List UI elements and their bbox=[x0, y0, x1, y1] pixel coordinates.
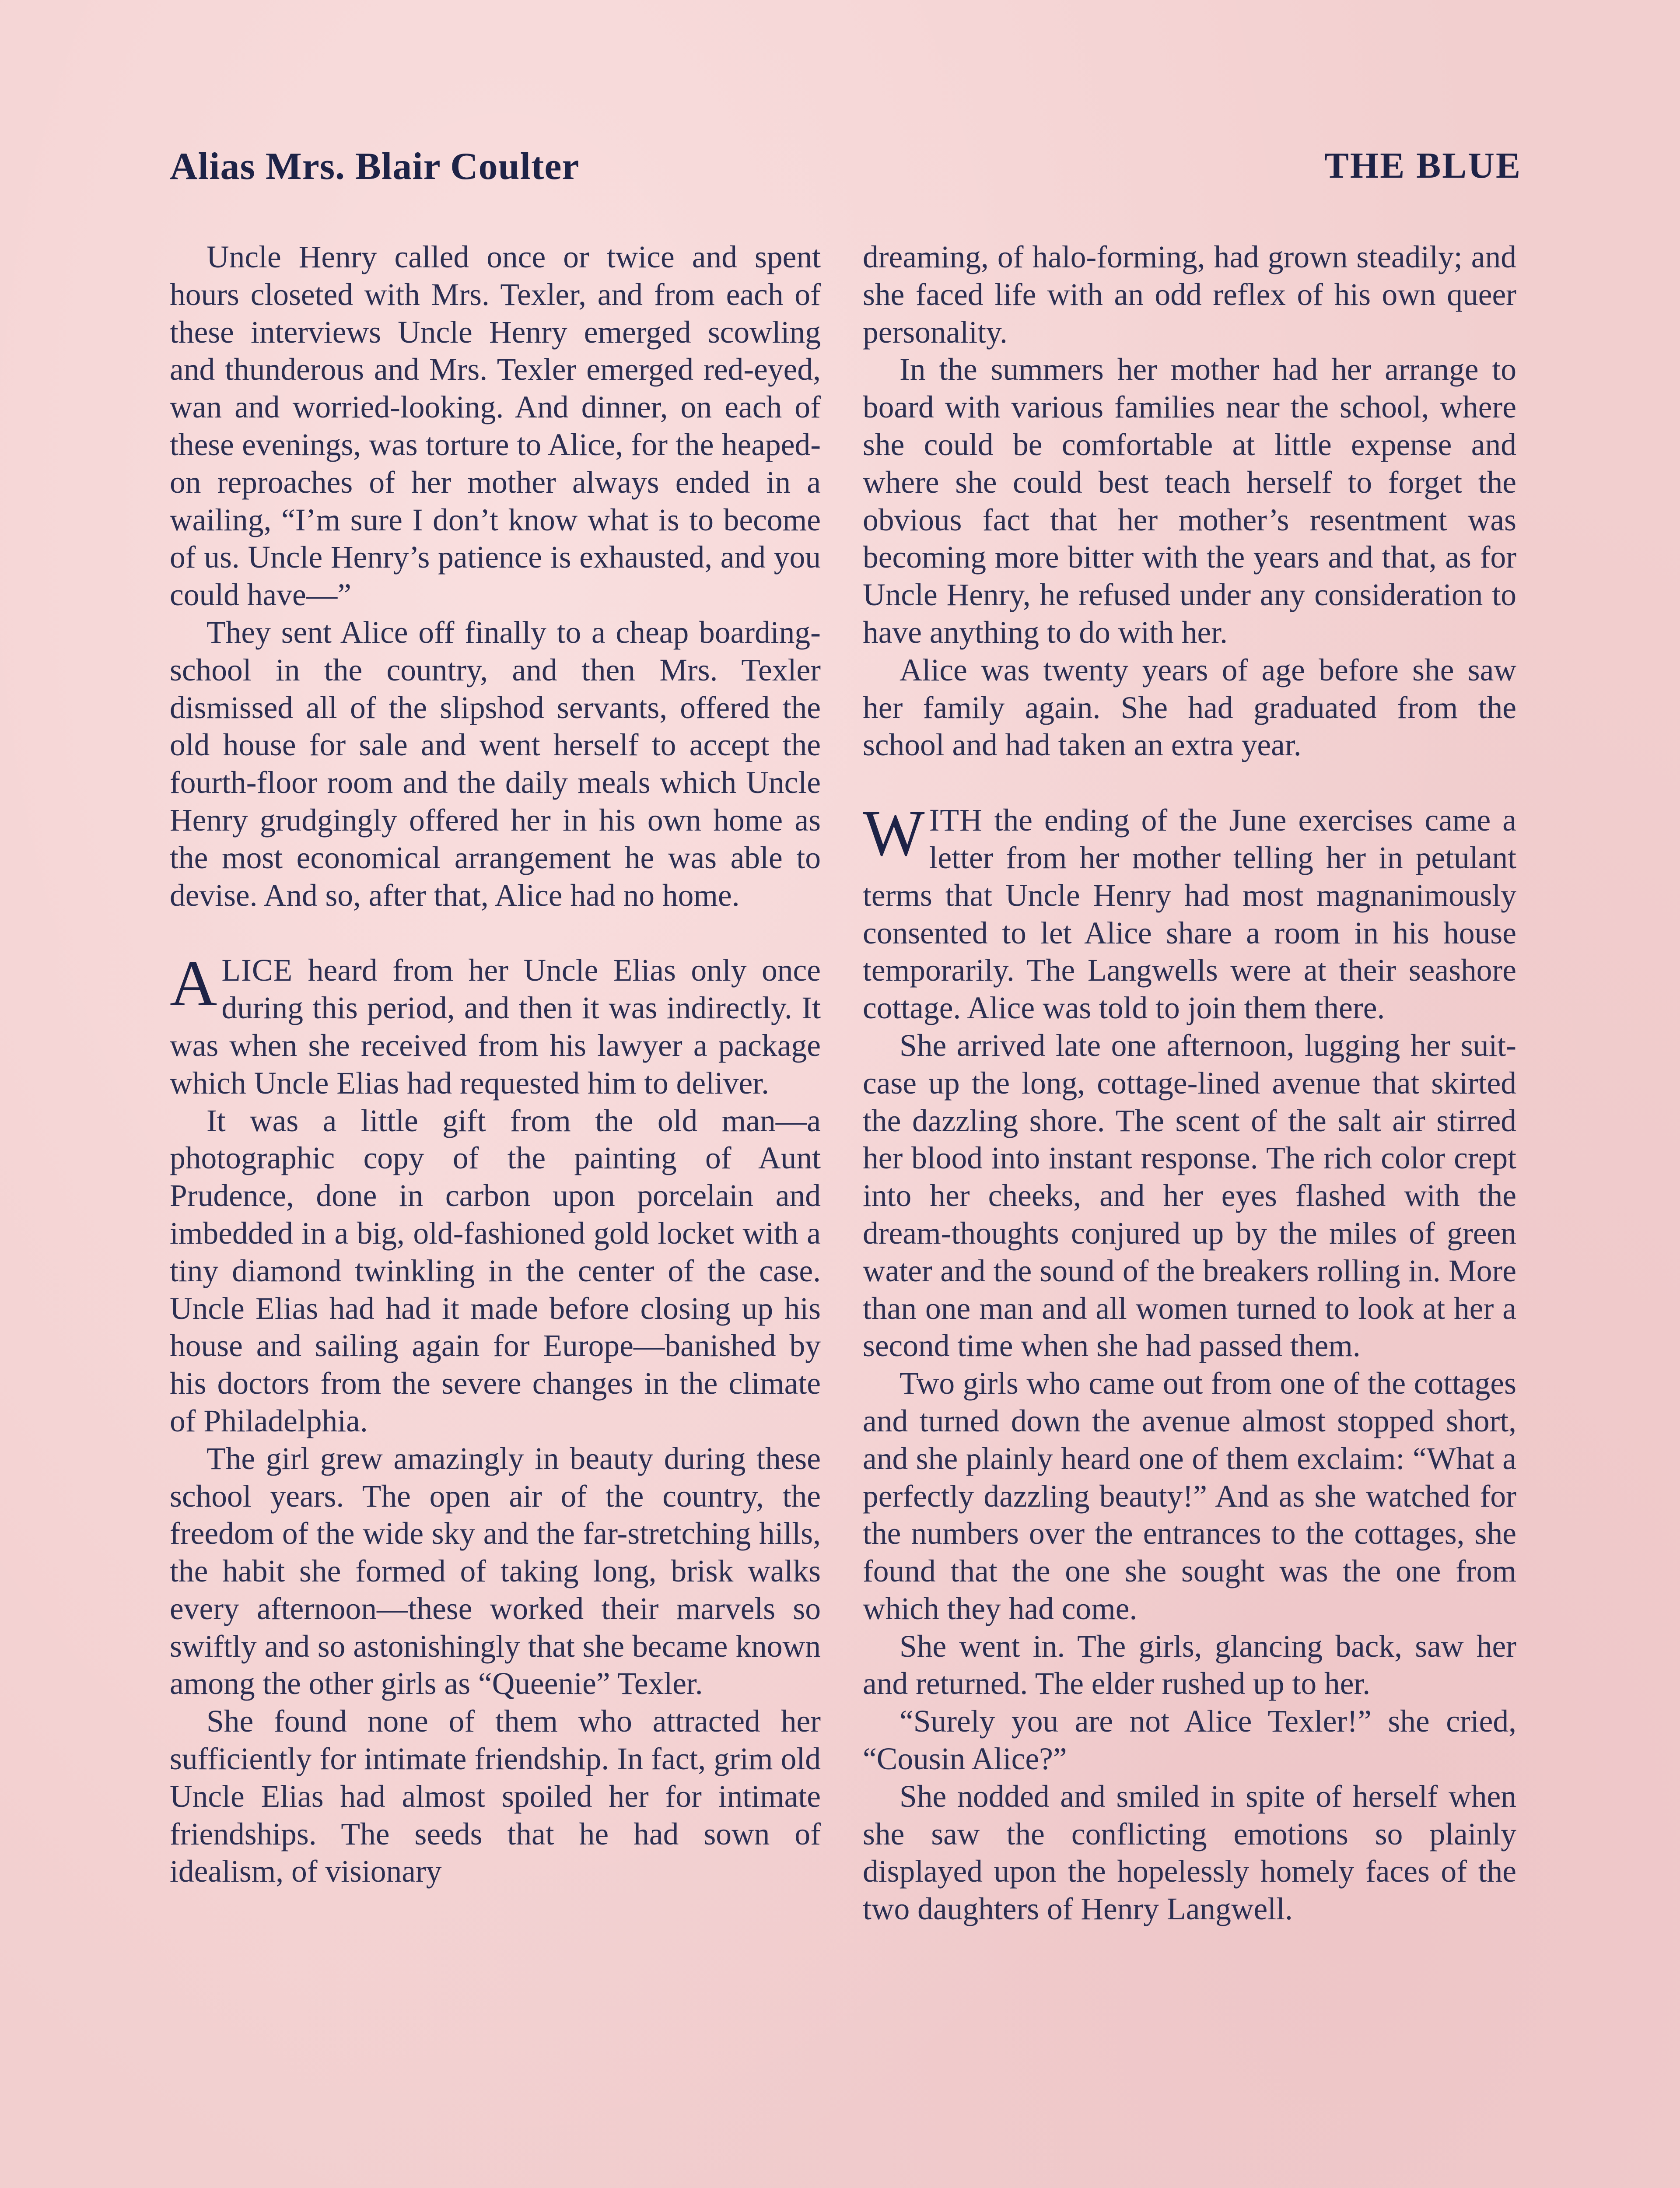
section-paragraph bbox=[863, 797, 1516, 1027]
paragraph: “Surely you are not Alice Texler!” she cried, “Cousin Alice?” bbox=[863, 1704, 1516, 1777]
paragraph: She went in. The girls, glancing back, saw her and returned. The elder rushed up to her. bbox=[863, 1629, 1516, 1701]
right-column bbox=[863, 238, 1516, 1928]
magazine-name: THE BLUE bbox=[1324, 145, 1522, 186]
drop-cap: A bbox=[170, 947, 217, 1020]
paragraph: The girl grew amazingly in beauty during these school years. The open air of the country, the freedom of the wide sky and the far-stretching hills, the habit she formed of taking long, brisk walks every afternoon—these worked their marvels so swiftly and so astonishingly that she became known among the other girls as “Queenie” Texler. bbox=[170, 1441, 821, 1701]
left-column bbox=[170, 238, 821, 1890]
paragraph-text: heard from her Uncle Elias only once during this period, and then it was indirectly. It was when she received from his lawyer a package which Uncle Elias had requested him to deliver. bbox=[170, 953, 821, 1101]
paragraph: Uncle Henry called once or twice and spent hours closeted with Mrs. Texler, and from each of these interviews Uncle Henry emerged scowling and thunderous and Mrs. Texler emerged red-eyed, wan and worried-looking. And dinner, on each of these evenings, was torture to Alice, for the heaped-on reproaches of her mother always ended in a wailing, “I’m sure I don’t know what is to become of us. Uncle Henry’s patience is exhausted, and you could have—” bbox=[170, 240, 821, 613]
drop-cap: W bbox=[863, 797, 925, 870]
story-title: Alias Mrs. Blair Coulter bbox=[170, 145, 580, 188]
paragraph: In the summers her mother had her arrange to board with various families near the school, where she could be comfortable at little expense and where she could best teach herself to forget the obvious fact that her mother’s resentment was becoming more bitter with the years and that, as for Uncle Henry, he refused under any consideration to have anything to do with her. bbox=[863, 352, 1516, 650]
paragraph: She found none of them who attracted her sufficiently for intimate friendship. In fact, grim old Uncle Elias had almost spoiled her for intimate friendships. The seeds that he had sown of idealism, of visionary bbox=[170, 1704, 821, 1889]
paragraph: She arrived late one afternoon, lugging her suit-case up the long, cottage-lined avenue that skirted the dazzling shore. The scent of the salt air stirred her blood into instant response. The rich color crept into her cheeks, and her eyes flashed with the dream-thoughts conjured up by the miles of green water and the sound of the breakers rolling in. More than one man and all women turned to look at her a second time when she had passed them. bbox=[863, 1028, 1516, 1364]
paragraph: Alice was twenty years of age before she saw her family again. She had graduated from the school and had taken an extra year. bbox=[863, 652, 1516, 763]
paragraph: They sent Alice off finally to a cheap boarding-school in the country, and then Mrs. Texler dismissed all of the slipshod servants, offered the old house for sale and went herself to accept the fourth-floor room and the daily meals which Uncle Henry grudgingly offered her in his own home as the most economical arrangement he was able to devise. And so, after that, Alice had no home. bbox=[170, 615, 821, 913]
small-caps-lead: LICE bbox=[221, 953, 293, 988]
paragraph: It was a little gift from the old man—a photographic copy of the painting of Aunt Prudence, done in carbon upon porcelain and imbedded in a big, old-fashioned gold locket with a tiny diamond twinkling in the center of the case. Uncle Elias had had it made before closing up his house and sailing again for Europe—banished by his doctors from the severe changes in the climate of Philadelphia. bbox=[170, 1103, 821, 1438]
running-head bbox=[170, 144, 1522, 197]
paragraph: She nodded and smiled in spite of herself when she saw the conflicting emotions so plainly displayed upon the hopelessly homely faces of the two daughters of Henry Langwell. bbox=[863, 1779, 1516, 1927]
paragraph-text: the ending of the June exercises came a letter from her mother telling her in petulant terms that Uncle Henry had most magnanimously consented to let Alice share a room in his house temporarily. The Langwells were at their seashore cottage. Alice was told to join them there. bbox=[863, 803, 1516, 1026]
paragraph: dreaming, of halo-forming, had grown steadily; and she faced life with an odd reflex of his own queer personality. bbox=[863, 240, 1516, 350]
small-caps-lead: ITH bbox=[929, 803, 983, 838]
section-paragraph bbox=[170, 947, 821, 1102]
paragraph: Two girls who came out from one of the cottages and turned down the avenue almost stopped short, and she plainly heard one of them exclaim: “What a perfectly dazzling beauty!” And as she watched for the numbers over the entrances to the cottages, she found that the one she sought was the one from which they had come. bbox=[863, 1366, 1516, 1626]
